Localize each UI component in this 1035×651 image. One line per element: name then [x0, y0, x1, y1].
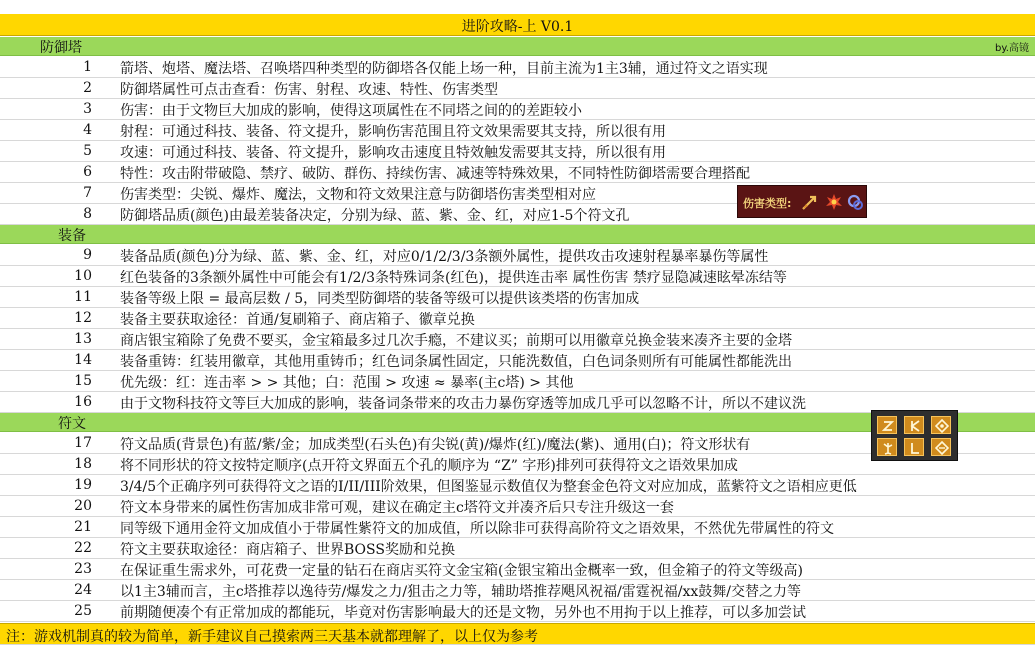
row-text: 箭塔、炮塔、魔法塔、召唤塔四种类型的防御塔各仅能上场一种，目前主流为1主3辅，通过符文之语实现: [120, 61, 768, 77]
section-header-equipment: [0, 225, 1035, 244]
row-text: 符文本身带来的属性伤害加成非常可观，建议在确定主c塔符文并凑齐后只专注升级这一套: [120, 500, 674, 516]
table-row: [0, 99, 1035, 120]
rune-diamond2-icon: [931, 438, 951, 456]
table-row: [0, 601, 1035, 622]
table-row: [0, 496, 1035, 517]
row-text: 装备等级上限 = 最高层数 / 5，同类型防御塔的装备等级可以提供该类塔的伤害加成: [120, 291, 640, 307]
row-text: 在保证重生需求外，可花费一定量的钻石在商店买符文金宝箱(金银宝箱出金概率一致，但金箱子的符文等级高): [120, 563, 803, 579]
explosion-icon: [824, 192, 844, 212]
table-row: [0, 57, 1035, 78]
note-row: [0, 623, 1035, 645]
row-text: 射程：可通过科技、装备、符文提升，影响伤害范围且符文效果需要其支持，所以很有用: [120, 124, 666, 140]
badge-label: 伤害类型:: [743, 197, 792, 210]
row-number: 3: [83, 101, 92, 117]
footer-note: 注：游戏机制真的较为简单，新手建议自己摸索两三天基本就都理解了，以上仅为参考: [6, 629, 538, 645]
section-header-towers: [0, 37, 1035, 56]
arrow-icon: [800, 192, 820, 212]
row-number: 11: [74, 289, 92, 305]
row-text: 商店银宝箱除了免费不要买，金宝箱最多过几次手瘾，不建议买；前期可以用徽章兑换金装来凑齐主要的金塔: [120, 333, 792, 349]
table-row: [0, 475, 1035, 496]
row-number: 23: [74, 561, 92, 577]
row-number: 21: [74, 519, 92, 535]
table-row: [0, 78, 1035, 99]
row-number: 16: [74, 394, 92, 410]
table-row: [0, 287, 1035, 308]
table-row: [0, 162, 1035, 183]
row-number: 4: [83, 122, 92, 138]
row-number: 1: [83, 59, 92, 75]
table-row: [0, 371, 1035, 392]
row-number: 5: [83, 143, 92, 159]
row-text: 符文主要获取途径：商店箱子、世界BOSS奖励和兑换: [120, 542, 455, 558]
row-text: 以1主3辅而言，主c塔推荐以逸待劳/爆发之力/狙击之力等，辅助塔推荐飓风祝福/雷霆祝福/xx鼓舞/交替之力等: [120, 584, 802, 600]
rune-shapes-image: [871, 410, 958, 461]
row-text: 装备主要获取途径：首通/复刷箱子、商店箱子、徽章兑换: [120, 312, 475, 328]
damage-type-badge: [737, 185, 867, 218]
row-number: 20: [74, 498, 92, 514]
row-text: 装备重铸：红装用徽章，其他用重铸币；红色词条属性固定，只能洗数值，白色词条则所有可能属性都能洗出: [120, 354, 792, 370]
table-row: [0, 141, 1035, 162]
table-row: [0, 559, 1035, 580]
row-text: 优先级：红：连击率 > > 其他；白：范围 > 攻速 ≈ 暴率(主c塔) > 其他: [120, 375, 574, 391]
row-text: 前期随便凑个有正常加成的都能玩，毕竟对伤害影响最大的还是文物，另外也不用拘于以上推荐，可以多加尝试: [120, 605, 806, 621]
row-text: 同等级下通用金符文加成值小于带属性紫符文的加成值，所以除非可获得高阶符文之语效果，不然优先带属性的符文: [120, 521, 834, 537]
row-number: 15: [74, 373, 92, 389]
row-number: 12: [74, 310, 92, 326]
rune-k-icon: [904, 416, 924, 434]
rune-z-icon: [877, 416, 897, 434]
table-row: [0, 517, 1035, 538]
row-text: 3/4/5个正确序列可获得符文之语的I/II/III阶效果，但图鉴显示数值仅为整套金色符文对应加成，蓝紫符文之语相应更低: [120, 479, 857, 495]
row-text: 特性：攻击附带破隐、禁疗、破防、群伤、持续伤害、减速等特殊效果，不同特性防御塔需要合理搭配: [120, 166, 750, 182]
magic-icon: [846, 192, 866, 212]
section-title-runes: 符文: [58, 416, 86, 432]
section-title-equipment: 装备: [58, 228, 86, 244]
row-text: 符文品质(背景色)有蓝/紫/金；加成类型(石头色)有尖锐(黄)/爆炸(红)/魔法(紫)、通用(白)；符文形状有: [120, 437, 751, 453]
table-row: [0, 580, 1035, 601]
row-number: 18: [74, 456, 92, 472]
row-number: 13: [74, 331, 92, 347]
row-number: 22: [74, 540, 92, 556]
row-text: 伤害类型：尖锐、爆炸、魔法，文物和符文效果注意与防御塔伤害类型相对应: [120, 187, 596, 203]
row-text: 红色装备的3条额外属性中可能会有1/2/3条特殊词条(红色)，提供连击率 属性伤害 禁疗显隐减速眩晕冻结等: [120, 270, 787, 286]
rune-l-icon: [904, 438, 924, 456]
table-row: [0, 204, 1035, 225]
row-number: 14: [74, 352, 92, 368]
row-text: 装备品质(颜色)分为绿、蓝、紫、金、红，对应0/1/2/3/3条额外属性，提供攻击攻速射程暴率暴伤等属性: [120, 249, 769, 265]
row-number: 9: [83, 247, 92, 263]
row-number: 19: [74, 477, 92, 493]
table-row: [0, 538, 1035, 559]
row-number: 24: [74, 582, 92, 598]
row-text: 由于文物科技符文等巨大加成的影响，装备词条带来的攻击力暴伤穿透等加成几乎可以忽略不计，所以不建议洗: [120, 396, 806, 412]
table-row: [0, 183, 1035, 204]
table-row: [0, 245, 1035, 266]
row-text: 防御塔品质(颜色)由最差装备决定，分别为绿、蓝、紫、金、红，对应1-5个符文孔: [120, 208, 630, 224]
title-row: [0, 14, 1035, 36]
row-number: 6: [83, 164, 92, 180]
row-number: 25: [74, 603, 92, 619]
rune-diamond-icon: [931, 416, 951, 434]
table-row: [0, 120, 1035, 141]
rune-figure-icon: [877, 438, 897, 456]
table-row: [0, 350, 1035, 371]
row-number: 7: [83, 185, 92, 201]
row-number: 2: [83, 80, 92, 96]
row-number: 10: [74, 268, 92, 284]
table-row: [0, 329, 1035, 350]
page-title: 进阶攻略-上 V0.1: [461, 19, 574, 35]
table-row: [0, 308, 1035, 329]
row-number: 17: [74, 435, 92, 451]
row-text: 攻速：可通过科技、装备、符文提升，影响攻击速度且特效触发需要其支持，所以很有用: [120, 145, 666, 161]
row-text: 将不同形状的符文按特定顺序(点开符文界面五个孔的顺序为 “Z” 字形)排列可获得符文之语效果加成: [120, 458, 738, 474]
table-row: [0, 266, 1035, 287]
row-text: 防御塔属性可点击查看：伤害、射程、攻速、特性、伤害类型: [120, 82, 498, 98]
section-title-towers: 防御塔: [40, 40, 82, 56]
author-credit: by.高镜: [994, 43, 1029, 54]
row-number: 8: [83, 206, 92, 222]
row-text: 伤害：由于文物巨大加成的影响，使得这项属性在不同塔之间的的差距较小: [120, 103, 582, 119]
